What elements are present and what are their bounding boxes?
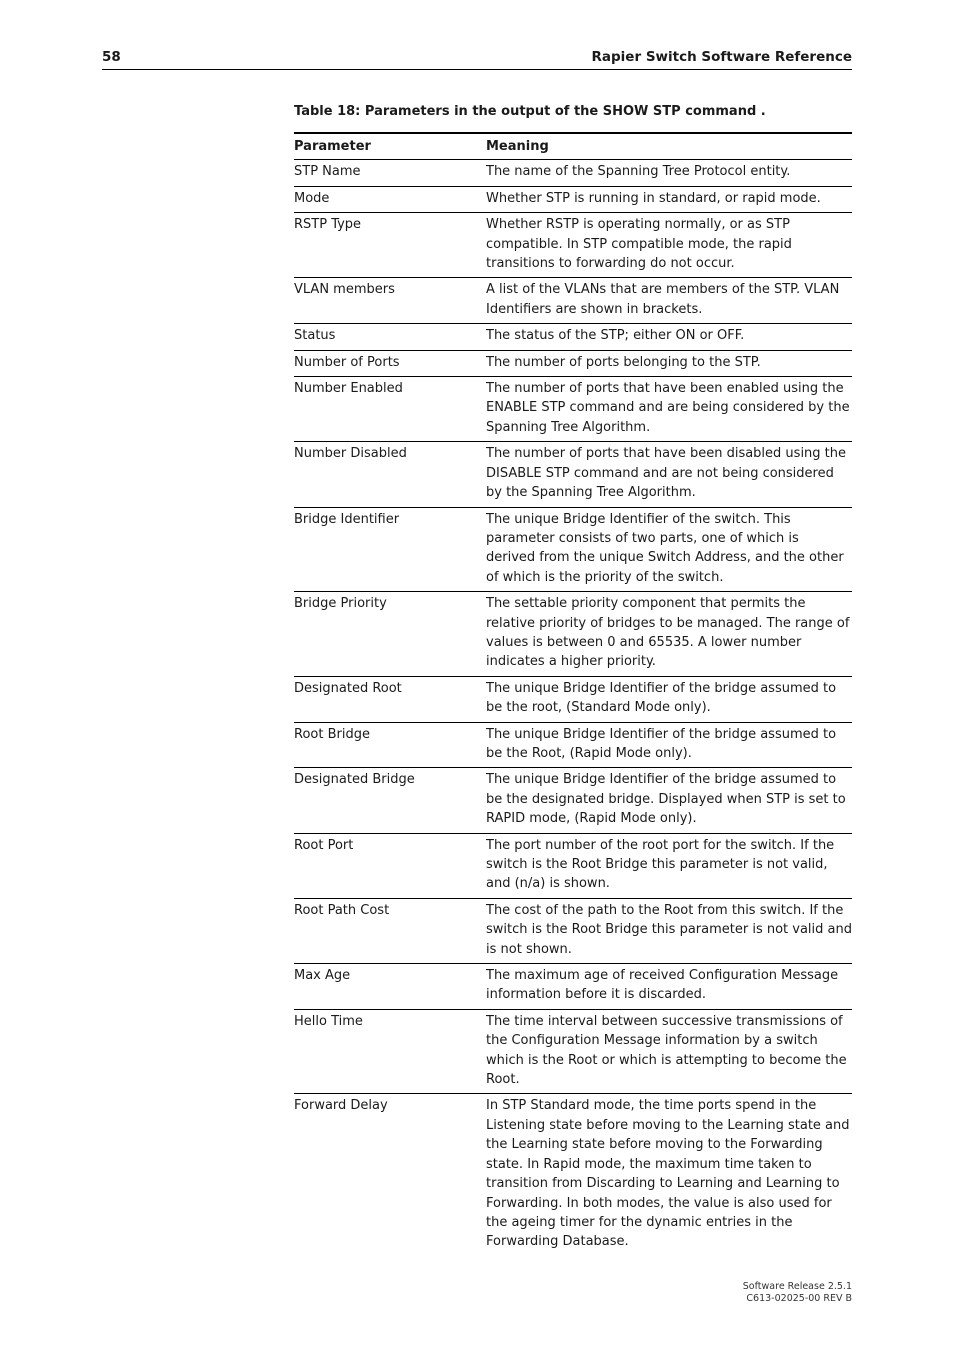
table-row: [294, 324, 852, 350]
parameter-cell: Designated Bridge: [294, 768, 486, 833]
table-row: [294, 676, 852, 722]
table-row: [294, 898, 852, 963]
parameter-cell: Root Port: [294, 833, 486, 898]
table-row: [294, 213, 852, 278]
table-row: [294, 186, 852, 212]
meaning-cell: A list of the VLANs that are members of the STP. VLAN Identifiers are shown in brackets.: [486, 278, 852, 324]
parameter-cell: Bridge Identifier: [294, 507, 486, 592]
table-body: [294, 160, 852, 1256]
table-row: [294, 833, 852, 898]
meaning-cell: The number of ports that have been disabled using the DISABLE STP command and are not being considered by the Spanning Tree Algorithm.: [486, 442, 852, 507]
parameter-cell: Designated Root: [294, 676, 486, 722]
parameter-cell: VLAN members: [294, 278, 486, 324]
table-row: [294, 592, 852, 677]
parameter-cell: Max Age: [294, 964, 486, 1010]
meaning-cell: The cost of the path to the Root from this switch. If the switch is the Root Bridge this parameter is not valid and is not shown.: [486, 898, 852, 963]
parameter-cell: Number Enabled: [294, 377, 486, 442]
meaning-cell: Whether STP is running in standard, or rapid mode.: [486, 186, 852, 212]
column-header-parameter: Parameter: [294, 133, 486, 160]
parameter-cell: Mode: [294, 186, 486, 212]
parameter-cell: Number Disabled: [294, 442, 486, 507]
meaning-cell: The number of ports that have been enabled using the ENABLE STP command and are being considered by the Spanning Tree Algorithm.: [486, 377, 852, 442]
parameter-cell: Status: [294, 324, 486, 350]
table-row: [294, 377, 852, 442]
meaning-cell: In STP Standard mode, the time ports spend in the Listening state before moving to the Learning state and the Learning state before moving to the Forwarding state. In Rapid mode, the maximum time taken to transition from Discarding to Learning and Learning to Forwarding. In both modes, the value is also used for the ageing timer for the dynamic entries in the Forwarding Database.: [486, 1098, 850, 1250]
parameter-cell: Hello Time: [294, 1009, 486, 1094]
page-number: 58: [102, 49, 121, 65]
table-row: [294, 442, 852, 507]
column-header-meaning: Meaning: [486, 133, 852, 160]
parameter-cell: Root Bridge: [294, 722, 486, 768]
meaning-cell: The unique Bridge Identifier of the bridge assumed to be the designated bridge. Displayed when STP is set to RAPID mode, (Rapid Mode only).: [486, 768, 852, 833]
parameter-cell: Root Path Cost: [294, 898, 486, 963]
meaning-cell: The number of ports belonging to the STP.: [486, 350, 852, 376]
table-row: [294, 722, 852, 768]
table-row: [294, 278, 852, 324]
table-row: [294, 1009, 852, 1094]
meaning-cell: Whether RSTP is operating normally, or as STP compatible. In STP compatible mode, the rapid transitions to forwarding do not occur.: [486, 213, 852, 278]
table-row: [294, 160, 852, 186]
table-row: [294, 507, 852, 592]
software-release: Software Release 2.5.1: [742, 1281, 852, 1292]
meaning-cell: The unique Bridge Identifier of the switch. This parameter consists of two parts, one of which is derived from the unique Switch Address, and the other of which is the priority of the switch.: [486, 507, 852, 592]
parameter-cell: STP Name: [294, 160, 486, 186]
meaning-cell: The time interval between successive transmissions of the Configuration Message information by a switch which is the Root or which is attempting to become the Root.: [486, 1009, 852, 1094]
meaning-cell: The port number of the root port for the switch. If the switch is the Root Bridge this parameter is not valid, and (n/a) is shown.: [486, 833, 852, 898]
meaning-cell: The settable priority component that permits the relative priority of bridges to be managed. The range of values is between 0 and 65535. A lower number indicates a higher priority.: [486, 592, 852, 677]
table-row: [294, 350, 852, 376]
table-row: [294, 964, 852, 1010]
document-number: C613-02025-00 REV B: [746, 1292, 852, 1304]
meaning-cell: The unique Bridge Identifier of the bridge assumed to be the Root, (Rapid Mode only).: [486, 722, 852, 768]
running-title: Rapier Switch Software Reference: [591, 49, 852, 65]
meaning-cell: The maximum age of received Configuration Message information before it is discarded.: [486, 964, 852, 1010]
parameter-cell: Bridge Priority: [294, 592, 486, 677]
page-header: [102, 47, 852, 70]
table-row: [294, 768, 852, 833]
parameters-table: [294, 132, 852, 1256]
table-caption: Table 18: Parameters in the output of the SHOW STP command .: [294, 104, 766, 119]
parameter-cell: Forward Delay: [294, 1098, 388, 1114]
meaning-cell: The unique Bridge Identifier of the bridge assumed to be the root, (Standard Mode only).: [486, 676, 852, 722]
table-row: [294, 1094, 852, 1256]
meaning-cell: The name of the Spanning Tree Protocol entity.: [486, 160, 852, 186]
parameter-cell: RSTP Type: [294, 213, 486, 278]
parameter-cell: Number of Ports: [294, 350, 486, 376]
meaning-cell: The status of the STP; either ON or OFF.: [486, 324, 852, 350]
table-header-row: [294, 133, 852, 160]
page-footer: [743, 1281, 852, 1304]
